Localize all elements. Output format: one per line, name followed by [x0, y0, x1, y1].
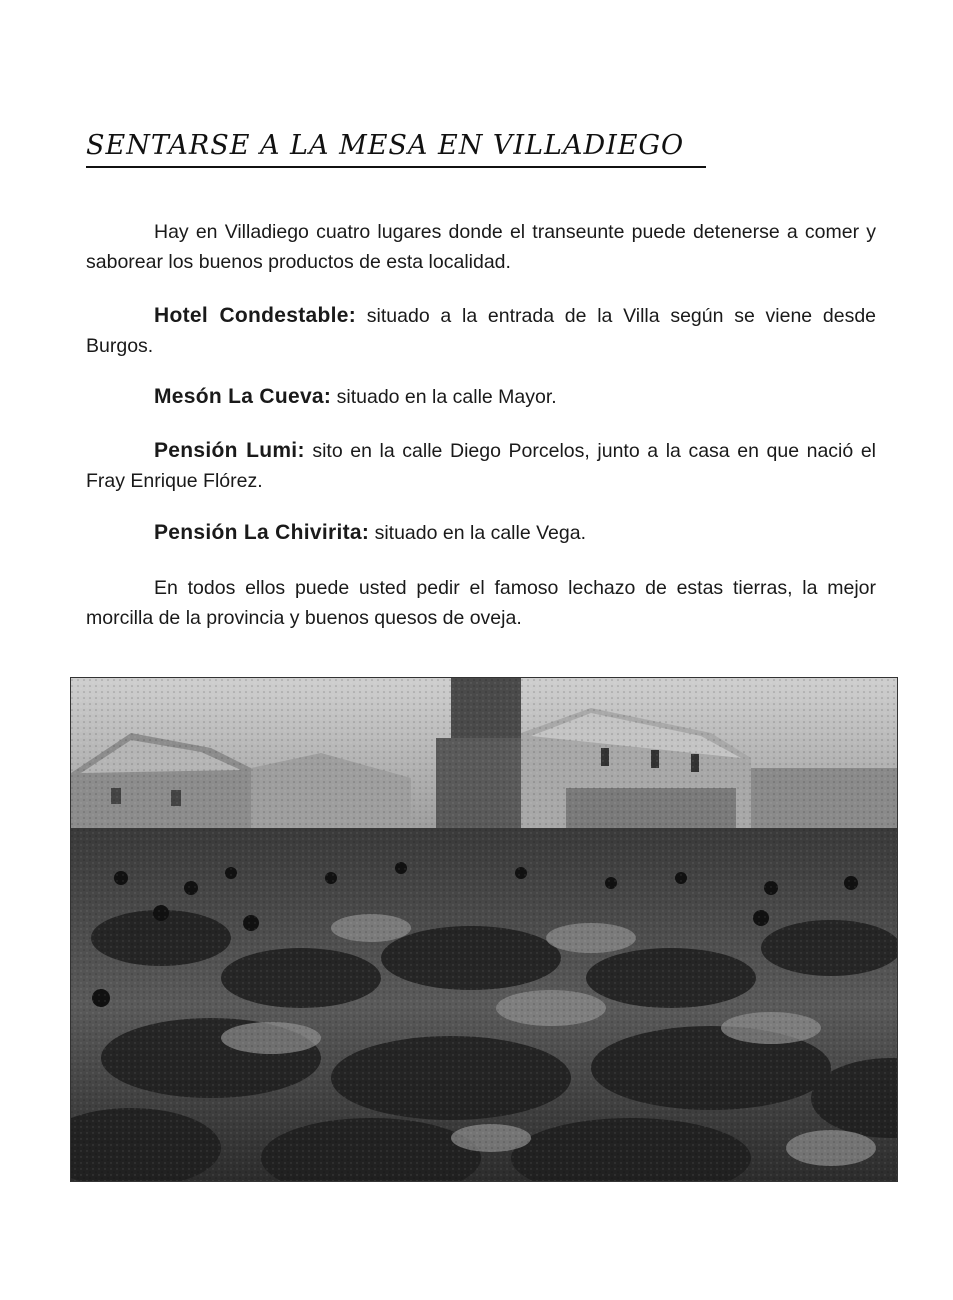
market-photo: [70, 677, 898, 1182]
paragraph-lead: Mesón La Cueva:: [154, 385, 332, 408]
paragraph-intro: [86, 217, 876, 277]
paragraph-text: situado en la calle Vega.: [369, 522, 586, 544]
market-photo-illustration: [71, 678, 897, 1181]
paragraph-text: situado en la calle Mayor.: [331, 386, 557, 408]
paragraph-pension-la-chivirita: [86, 518, 876, 548]
paragraph-hotel-condestable: [86, 301, 876, 361]
paragraph-text: En todos ellos puede usted pedir el famoso lechazo de estas tierras, la mejor morcilla de la provincia y buenos quesos de oveja.: [86, 577, 876, 629]
title-underline: [86, 166, 706, 168]
paragraph-text: situado a la entrada de la Villa según se viene desde Burgos.: [86, 305, 877, 357]
photo-grain: [71, 678, 897, 1181]
paragraph-text: sito en la calle Diego Porcelos, junto a la casa en que nació el Fray Enrique Flórez.: [86, 440, 876, 492]
paragraph-closing: [86, 573, 876, 633]
paragraph-pension-lumi: [86, 436, 876, 496]
paragraph-lead: Hotel Condestable:: [154, 304, 357, 327]
page-title: SENTARSE A LA MESA EN VILLADIEGO: [86, 130, 685, 161]
paragraph-text: Hay en Villadiego cuatro lugares donde el transeunte puede detenerse a comer y saborear los buenos productos de esta localidad.: [86, 221, 876, 273]
paragraph-lead: Pensión La Chivirita:: [154, 521, 370, 544]
paragraph-lead: Pensión Lumi:: [154, 439, 305, 462]
paragraph-meson-la-cueva: [86, 382, 876, 412]
